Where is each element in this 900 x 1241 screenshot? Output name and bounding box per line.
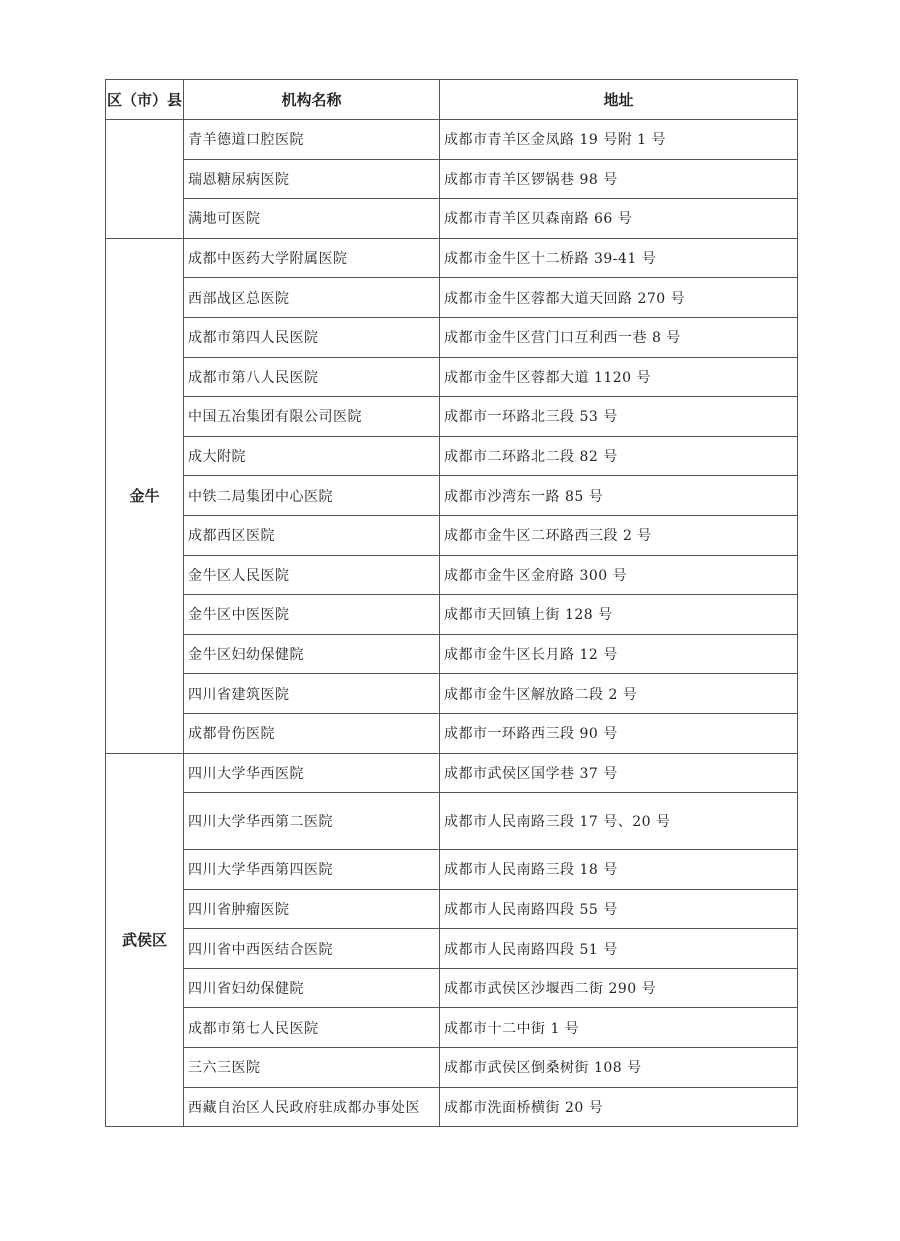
address-cell: 成都市天回镇上街 128 号 [440,595,798,635]
address-cell: 成都市人民南路四段 55 号 [440,889,798,929]
institution-name-cell: 成都市第八人民医院 [184,357,440,397]
institution-name-cell: 西部战区总医院 [184,278,440,318]
address-cell: 成都市金牛区解放路二段 2 号 [440,674,798,714]
address-cell: 成都市武侯区沙堰西二街 290 号 [440,968,798,1008]
address-cell: 成都市一环路北三段 53 号 [440,397,798,437]
header-institution-name: 机构名称 [184,80,440,120]
address-cell: 成都市青羊区金凤路 19 号附 1 号 [440,120,798,160]
table-row [106,929,798,969]
table-row [106,159,798,199]
address-cell: 成都市沙湾东一路 85 号 [440,476,798,516]
table-row [106,634,798,674]
institution-name-cell: 四川省建筑医院 [184,674,440,714]
address-cell: 成都市金牛区营门口互利西一巷 8 号 [440,317,798,357]
table-row [106,199,798,239]
table-row [106,555,798,595]
header-address: 地址 [440,80,798,120]
district-cell: 金牛 [106,238,184,753]
table-row [106,120,798,160]
institution-name-cell: 西藏自治区人民政府驻成都办事处医 [184,1087,440,1127]
institution-name-cell: 成大附院 [184,436,440,476]
institution-name-cell: 四川省肿瘤医院 [184,889,440,929]
institution-name-cell: 青羊德道口腔医院 [184,120,440,160]
address-cell: 成都市人民南路三段 17 号、20 号 [440,793,798,850]
table-row [106,793,798,850]
hospital-table [105,79,798,1127]
address-cell: 成都市武侯区国学巷 37 号 [440,753,798,793]
institution-name-cell: 金牛区人民医院 [184,555,440,595]
address-cell: 成都市金牛区长月路 12 号 [440,634,798,674]
institution-name-cell: 满地可医院 [184,199,440,239]
institution-name-cell: 四川省妇幼保健院 [184,968,440,1008]
institution-name-cell: 成都市第四人民医院 [184,317,440,357]
district-cell [106,120,184,239]
header-district: 区（市）县 [106,80,184,120]
table-row [106,278,798,318]
table-row [106,674,798,714]
table-row [106,889,798,929]
table-row [106,515,798,555]
address-cell: 成都市金牛区十二桥路 39-41 号 [440,238,798,278]
district-cell: 武侯区 [106,753,184,1127]
table-row [106,1048,798,1088]
table-row [106,713,798,753]
institution-name-cell: 成都市第七人民医院 [184,1008,440,1048]
address-cell: 成都市金牛区蓉都大道 1120 号 [440,357,798,397]
table-row [106,595,798,635]
table-row [106,476,798,516]
address-cell: 成都市青羊区贝森南路 66 号 [440,199,798,239]
address-cell: 成都市金牛区金府路 300 号 [440,555,798,595]
address-cell: 成都市武侯区倒桑树街 108 号 [440,1048,798,1088]
table-row [106,397,798,437]
table-row [106,317,798,357]
table-row [106,436,798,476]
table-row [106,357,798,397]
address-cell: 成都市金牛区二环路西三段 2 号 [440,515,798,555]
institution-name-cell: 金牛区中医医院 [184,595,440,635]
institution-name-cell: 成都西区医院 [184,515,440,555]
address-cell: 成都市洗面桥横街 20 号 [440,1087,798,1127]
table-row [106,1008,798,1048]
table-header-row [106,80,798,120]
institution-name-cell: 四川大学华西第四医院 [184,850,440,890]
institution-name-cell: 成都中医药大学附属医院 [184,238,440,278]
institution-name-cell: 三六三医院 [184,1048,440,1088]
table-row [106,753,798,793]
institution-name-cell: 四川省中西医结合医院 [184,929,440,969]
institution-name-cell: 金牛区妇幼保健院 [184,634,440,674]
address-cell: 成都市十二中街 1 号 [440,1008,798,1048]
address-cell: 成都市一环路西三段 90 号 [440,713,798,753]
institution-name-cell: 成都骨伤医院 [184,713,440,753]
address-cell: 成都市人民南路三段 18 号 [440,850,798,890]
address-cell: 成都市人民南路四段 51 号 [440,929,798,969]
institution-name-cell: 中铁二局集团中心医院 [184,476,440,516]
table-row [106,238,798,278]
table-row [106,1087,798,1127]
institution-name-cell: 四川大学华西医院 [184,753,440,793]
table-row [106,850,798,890]
institution-name-cell: 瑞恩糖尿病医院 [184,159,440,199]
address-cell: 成都市金牛区蓉都大道天回路 270 号 [440,278,798,318]
institution-name-cell: 中国五冶集团有限公司医院 [184,397,440,437]
address-cell: 成都市青羊区锣锅巷 98 号 [440,159,798,199]
institution-name-cell: 四川大学华西第二医院 [184,793,440,850]
table-row [106,968,798,1008]
table-body [106,120,798,1127]
address-cell: 成都市二环路北二段 82 号 [440,436,798,476]
